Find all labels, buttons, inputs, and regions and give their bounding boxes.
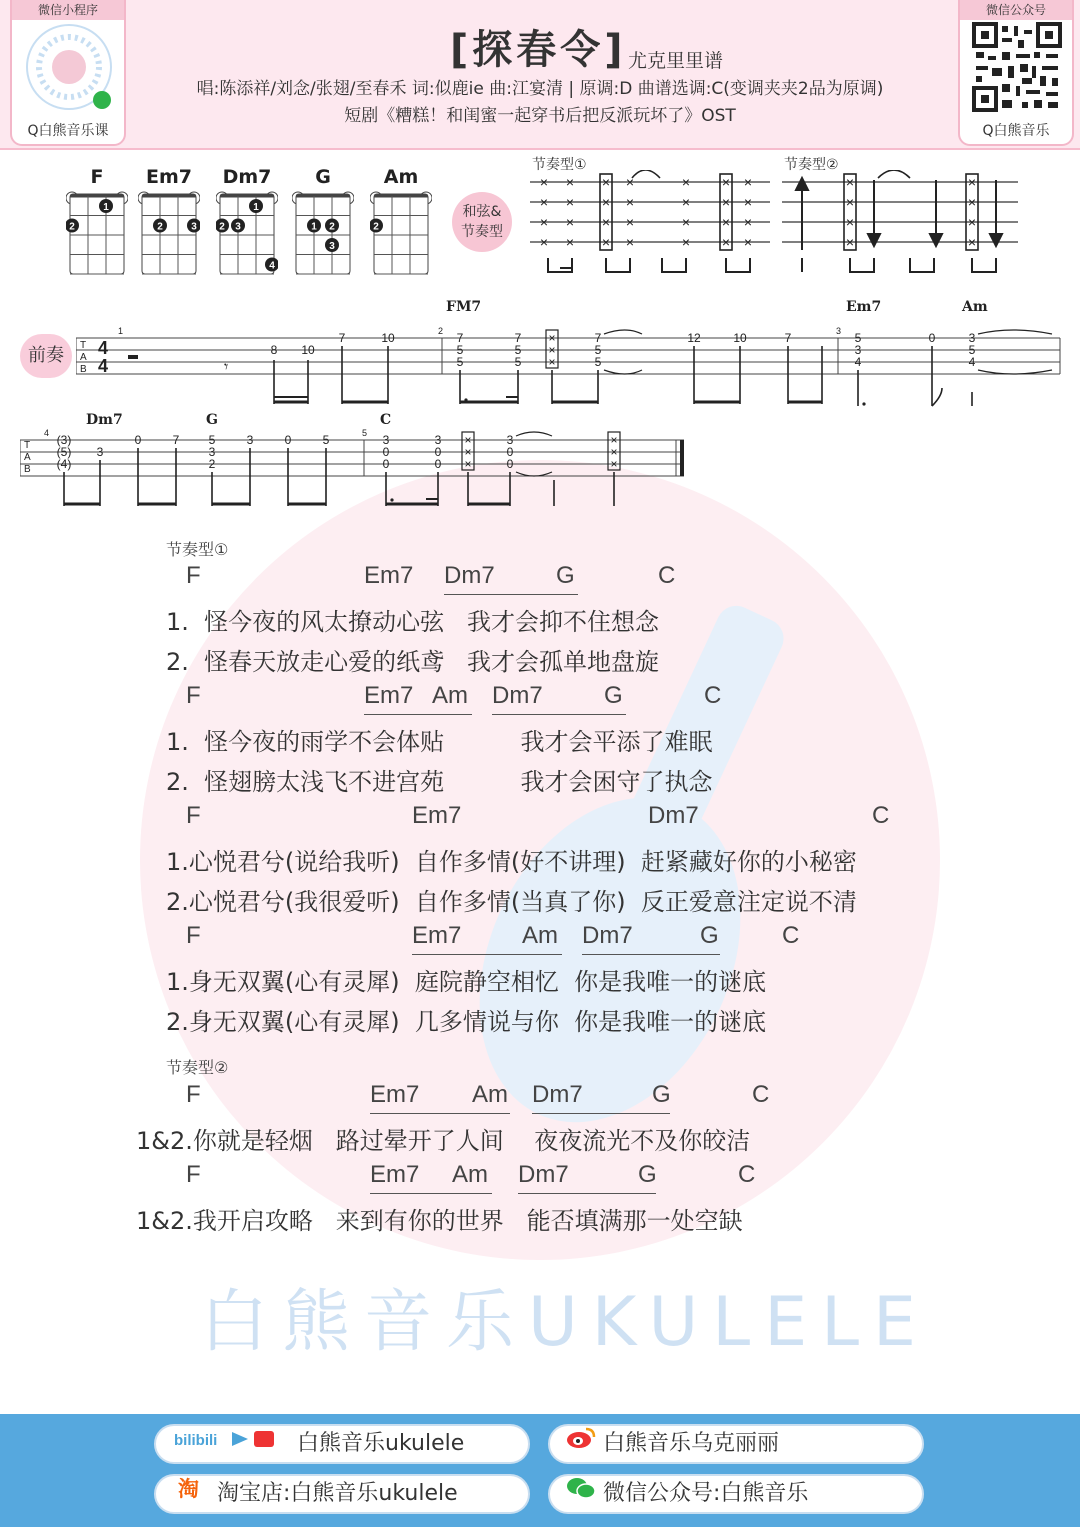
- taobao-icon: [178, 1476, 206, 1512]
- badge-line1: 和弦&: [462, 204, 502, 220]
- svg-text:A: A: [24, 452, 31, 463]
- svg-text:7: 7: [456, 331, 464, 345]
- badge-line2: 节奏型: [461, 224, 503, 240]
- chord-name: Dm7: [222, 166, 272, 188]
- svg-text:1: 1: [253, 202, 259, 213]
- taobao-link[interactable]: [154, 1474, 530, 1514]
- watermark: 白熊音乐UKULELE: [200, 1283, 931, 1362]
- rhythm-pattern-1: [530, 170, 770, 280]
- svg-text:×: ×: [601, 234, 611, 250]
- chord-symbol: Em7: [370, 1161, 420, 1188]
- svg-text:×: ×: [565, 214, 575, 230]
- svg-text:×: ×: [681, 194, 691, 210]
- chord-symbol: C: [752, 1081, 770, 1108]
- lyric-line: 2.身无双翼(心有灵犀) 几多情说与你 你是我唯一的谜底: [166, 1008, 767, 1036]
- chord-symbol: C: [782, 922, 800, 949]
- lyric-line: 1&2.我开启攻略 来到有你的世界 能否填满那一处空缺: [136, 1207, 743, 1235]
- svg-text:7: 7: [172, 433, 180, 447]
- svg-text:T: T: [24, 440, 31, 451]
- svg-text:淘: 淘: [178, 1477, 199, 1500]
- svg-text:3: 3: [96, 445, 104, 459]
- svg-text:7: 7: [514, 331, 522, 345]
- bilibili-text: 白熊音乐ukulele: [297, 1431, 465, 1456]
- weibo-text: 白熊音乐乌克丽丽: [603, 1431, 780, 1456]
- lyric-line: 2. 怪春天放走心爱的纸鸢 我才会孤单地盘旋: [166, 648, 660, 676]
- tab-chord-am: Am: [962, 299, 988, 315]
- chord-symbol: G: [604, 682, 623, 709]
- svg-text:3: 3: [246, 433, 254, 447]
- footer: [0, 1414, 1080, 1527]
- svg-text:×: ×: [743, 214, 753, 230]
- svg-text:×: ×: [548, 355, 556, 369]
- svg-text:T: T: [80, 340, 87, 351]
- svg-text:5: 5: [968, 343, 976, 357]
- chord-symbol: F: [186, 562, 201, 589]
- lyric-line: 1. 怪今夜的雨学不会体贴 我才会平添了难眠: [166, 728, 713, 756]
- chord-symbol: F: [186, 922, 201, 949]
- svg-text:3: 3: [434, 433, 442, 447]
- taobao-text: 淘宝店:白熊音乐ukulele: [217, 1481, 458, 1506]
- svg-text:(3): (3): [56, 433, 72, 447]
- tab-staff-row1: [76, 320, 1062, 412]
- svg-text:×: ×: [565, 234, 575, 250]
- time-sig-bottom: 4: [98, 356, 109, 376]
- svg-text:×: ×: [721, 194, 731, 210]
- chord-symbol: C: [738, 1161, 756, 1188]
- bilibili-link[interactable]: [154, 1424, 530, 1464]
- svg-text:7: 7: [594, 331, 602, 345]
- lyric-line: 1.身无双翼(心有灵犀) 庭院静空相忆 你是我唯一的谜底: [166, 968, 767, 996]
- svg-text:×: ×: [464, 445, 472, 459]
- chord-diagram: [138, 166, 200, 276]
- chord-grid: [66, 188, 128, 276]
- song-ost: 短剧《糟糕！和闺蜜一起穿书后把反派玩坏了》OST: [344, 106, 736, 126]
- chord-symbol: Em7: [412, 802, 462, 829]
- svg-text:×: ×: [548, 343, 556, 357]
- measure-1: 1: [118, 326, 124, 336]
- svg-text:×: ×: [625, 174, 635, 190]
- svg-text:0: 0: [382, 445, 390, 459]
- weibo-link[interactable]: [548, 1424, 924, 1464]
- chord-name: Em7: [146, 166, 192, 188]
- svg-text:×: ×: [845, 214, 855, 230]
- svg-text:3: 3: [382, 433, 390, 447]
- chord-underline: [532, 1113, 670, 1114]
- chord-name: G: [315, 166, 331, 188]
- chord-name: Am: [383, 166, 419, 188]
- chord-underline: [582, 954, 720, 955]
- svg-text:×: ×: [625, 194, 635, 210]
- svg-text:0: 0: [434, 445, 442, 459]
- chord-diagram: [292, 166, 354, 276]
- chord-grid: [138, 188, 200, 276]
- lyric-line: 2.心悦君兮(我很爱听) 自作多情(当真了你) 反正爱意注定说不清: [166, 888, 857, 916]
- svg-text:×: ×: [610, 433, 618, 447]
- svg-text:1: 1: [103, 202, 109, 213]
- tab-chord-dm7: Dm7: [86, 412, 123, 428]
- svg-text:×: ×: [539, 194, 549, 210]
- svg-text:5: 5: [854, 331, 862, 345]
- svg-text:×: ×: [743, 234, 753, 250]
- chord-symbol: Dm7: [518, 1161, 569, 1188]
- svg-text:×: ×: [464, 457, 472, 471]
- measure-3: 3: [836, 326, 842, 336]
- lyric-line: 2. 怪翅膀太浅飞不进宫苑 我才会困守了执念: [166, 768, 713, 796]
- svg-text:0: 0: [434, 457, 442, 471]
- svg-text:𝄾: 𝄾: [224, 357, 229, 376]
- svg-text:7: 7: [338, 331, 346, 345]
- svg-text:4: 4: [269, 260, 275, 272]
- svg-text:×: ×: [464, 433, 472, 447]
- chord-symbol: Dm7: [532, 1081, 583, 1108]
- song-subtitle: 尤克里里谱: [628, 50, 724, 72]
- chord-diagram: [370, 166, 432, 276]
- svg-text:5: 5: [456, 343, 464, 357]
- svg-text:×: ×: [625, 214, 635, 230]
- svg-text:12: 12: [687, 331, 701, 345]
- svg-text:×: ×: [845, 174, 855, 190]
- svg-text:×: ×: [743, 174, 753, 190]
- tab-chord-fm7: FM7: [446, 299, 482, 315]
- svg-text:×: ×: [565, 174, 575, 190]
- measure-2: 2: [438, 326, 444, 336]
- chord-symbol: Dm7: [582, 922, 633, 949]
- measure-4: 4: [44, 428, 50, 438]
- svg-text:0: 0: [284, 433, 292, 447]
- svg-text:B: B: [80, 364, 87, 375]
- svg-text:×: ×: [548, 331, 556, 345]
- svg-text:×: ×: [610, 457, 618, 471]
- svg-text:×: ×: [601, 194, 611, 210]
- svg-text:×: ×: [625, 234, 635, 250]
- chord-rhythm-badge: [452, 192, 512, 252]
- bilibili-icon: [174, 1426, 284, 1462]
- song-title: [探春令]: [450, 27, 627, 73]
- chord-underline: [444, 594, 578, 595]
- svg-text:×: ×: [539, 234, 549, 250]
- tab-chord-em7: Em7: [846, 299, 882, 315]
- svg-text:×: ×: [681, 234, 691, 250]
- tab-chord-c: C: [380, 412, 392, 428]
- svg-text:×: ×: [845, 234, 855, 250]
- svg-text:10: 10: [733, 331, 747, 345]
- svg-text:×: ×: [681, 174, 691, 190]
- chord-symbol: G: [556, 562, 575, 589]
- svg-text:×: ×: [539, 214, 549, 230]
- chord-diagram: [66, 166, 128, 276]
- svg-text:3: 3: [854, 343, 862, 357]
- header: [0, 0, 1080, 150]
- chord-symbol: Am: [452, 1161, 488, 1188]
- svg-text:10: 10: [381, 331, 395, 345]
- svg-text:2: 2: [329, 221, 335, 233]
- chord-underline: [492, 714, 626, 715]
- section-label-rhythm-1: 节奏型①: [166, 540, 229, 559]
- svg-text:(4): (4): [56, 457, 72, 471]
- prelude-label: 前奏: [20, 334, 72, 378]
- svg-text:×: ×: [681, 214, 691, 230]
- svg-text:3: 3: [968, 331, 976, 345]
- rhythm-pattern-1-label: 节奏型①: [532, 157, 587, 173]
- chord-symbol: Dm7: [648, 802, 699, 829]
- chord-symbol: Em7: [370, 1081, 420, 1108]
- chord-symbol: C: [658, 562, 676, 589]
- svg-text:7: 7: [784, 331, 792, 345]
- chord-symbol: Dm7: [444, 562, 495, 589]
- lyric-line: 1.心悦君兮(说给我听) 自作多情(好不讲理) 赶紧藏好你的小秘密: [166, 848, 857, 876]
- svg-text:×: ×: [601, 174, 611, 190]
- svg-text:×: ×: [721, 234, 731, 250]
- svg-text:2: 2: [208, 457, 216, 471]
- chord-underline: [412, 954, 562, 955]
- wechat-link[interactable]: [548, 1474, 924, 1514]
- svg-text:A: A: [80, 352, 87, 363]
- chord-symbol: Em7: [412, 922, 462, 949]
- svg-text:×: ×: [539, 174, 549, 190]
- svg-text:3: 3: [329, 241, 335, 252]
- svg-text:5: 5: [456, 355, 464, 369]
- chord-underline: [518, 1193, 656, 1194]
- svg-text:5: 5: [322, 433, 330, 447]
- chord-name: F: [90, 166, 104, 188]
- time-sig-top: 4: [98, 338, 109, 358]
- svg-text:3: 3: [191, 221, 197, 233]
- chord-symbol: F: [186, 1081, 201, 1108]
- svg-text:0: 0: [134, 433, 142, 447]
- svg-text:×: ×: [743, 194, 753, 210]
- svg-text:B: B: [24, 464, 31, 475]
- mini-program-label: Q白熊音乐课: [27, 123, 109, 139]
- svg-text:0: 0: [506, 457, 514, 471]
- chord-diagram: [216, 166, 278, 276]
- section-label-rhythm-2: 节奏型②: [166, 1058, 229, 1077]
- svg-text:×: ×: [967, 194, 977, 210]
- chord-symbol: C: [872, 802, 890, 829]
- svg-text:0: 0: [506, 445, 514, 459]
- official-account-tab: 微信公众号: [960, 0, 1072, 20]
- svg-text:5: 5: [514, 355, 522, 369]
- wechat-icon: [566, 1476, 596, 1512]
- svg-text:×: ×: [721, 214, 731, 230]
- svg-text:2: 2: [157, 221, 163, 233]
- chord-symbol: Am: [522, 922, 558, 949]
- mini-program-tab: 微信小程序: [12, 0, 124, 20]
- svg-text:5: 5: [514, 343, 522, 357]
- chord-underline: [364, 714, 472, 715]
- chord-underline: [370, 1113, 510, 1114]
- svg-text:×: ×: [721, 174, 731, 190]
- svg-text:(5): (5): [56, 445, 72, 459]
- chord-symbol: Am: [432, 682, 468, 709]
- chord-symbol: F: [186, 682, 201, 709]
- rhythm-pattern-2-label: 节奏型②: [784, 157, 839, 173]
- svg-text:×: ×: [610, 445, 618, 459]
- svg-text:4: 4: [968, 355, 976, 369]
- svg-text:8: 8: [270, 343, 278, 357]
- svg-text:4: 4: [854, 355, 862, 369]
- svg-text:×: ×: [601, 214, 611, 230]
- tab-chord-g: G: [206, 412, 218, 428]
- chord-symbol: Em7: [364, 562, 414, 589]
- svg-text:×: ×: [565, 194, 575, 210]
- svg-text:×: ×: [967, 234, 977, 250]
- chord-symbol: F: [186, 802, 201, 829]
- chord-symbol: Am: [472, 1081, 508, 1108]
- chord-grid: [370, 188, 432, 276]
- svg-text:2: 2: [219, 221, 225, 233]
- svg-text:5: 5: [594, 355, 602, 369]
- chord-symbol: Em7: [364, 682, 414, 709]
- lyric-line: 1&2.你就是轻烟 路过晕开了人间 夜夜流光不及你皎洁: [136, 1127, 751, 1155]
- svg-text:bilibili: bilibili: [174, 1432, 218, 1449]
- measure-5: 5: [362, 428, 368, 438]
- chord-symbol: G: [700, 922, 719, 949]
- svg-text:5: 5: [594, 343, 602, 357]
- svg-text:2: 2: [373, 221, 379, 233]
- chord-symbol: F: [186, 1161, 201, 1188]
- song-credits: 唱:陈添祥/刘念/张翅/至春禾 词:似鹿ie 曲:江宴清 | 原调:D 曲谱选调:C(变调夹夹2品为原调): [196, 79, 884, 99]
- svg-text:×: ×: [967, 214, 977, 230]
- svg-text:×: ×: [845, 194, 855, 210]
- rhythm-pattern-2: [782, 170, 1022, 280]
- svg-text:0: 0: [382, 457, 390, 471]
- chord-symbol: G: [638, 1161, 657, 1188]
- lyric-line: 1. 怪今夜的风太撩动心弦 我才会抑不住想念: [166, 608, 660, 636]
- svg-text:0: 0: [928, 331, 936, 345]
- svg-text:3: 3: [235, 221, 241, 233]
- official-account-label: Q白熊音乐: [982, 123, 1050, 139]
- tab-staff-row2: [20, 424, 690, 512]
- svg-text:10: 10: [301, 343, 315, 357]
- svg-text:3: 3: [506, 433, 514, 447]
- svg-text:2: 2: [69, 221, 75, 233]
- chord-underline: [370, 1193, 492, 1194]
- svg-text:5: 5: [208, 433, 216, 447]
- svg-text:×: ×: [967, 174, 977, 190]
- chord-grid: [292, 188, 354, 276]
- svg-text:1: 1: [311, 221, 317, 233]
- chord-grid: [216, 188, 278, 276]
- wechat-text: 微信公众号:白熊音乐: [603, 1481, 809, 1506]
- chord-symbol: G: [652, 1081, 671, 1108]
- svg-text:3: 3: [208, 445, 216, 459]
- chord-symbol: Dm7: [492, 682, 543, 709]
- weibo-icon: [566, 1426, 596, 1462]
- chord-symbol: C: [704, 682, 722, 709]
